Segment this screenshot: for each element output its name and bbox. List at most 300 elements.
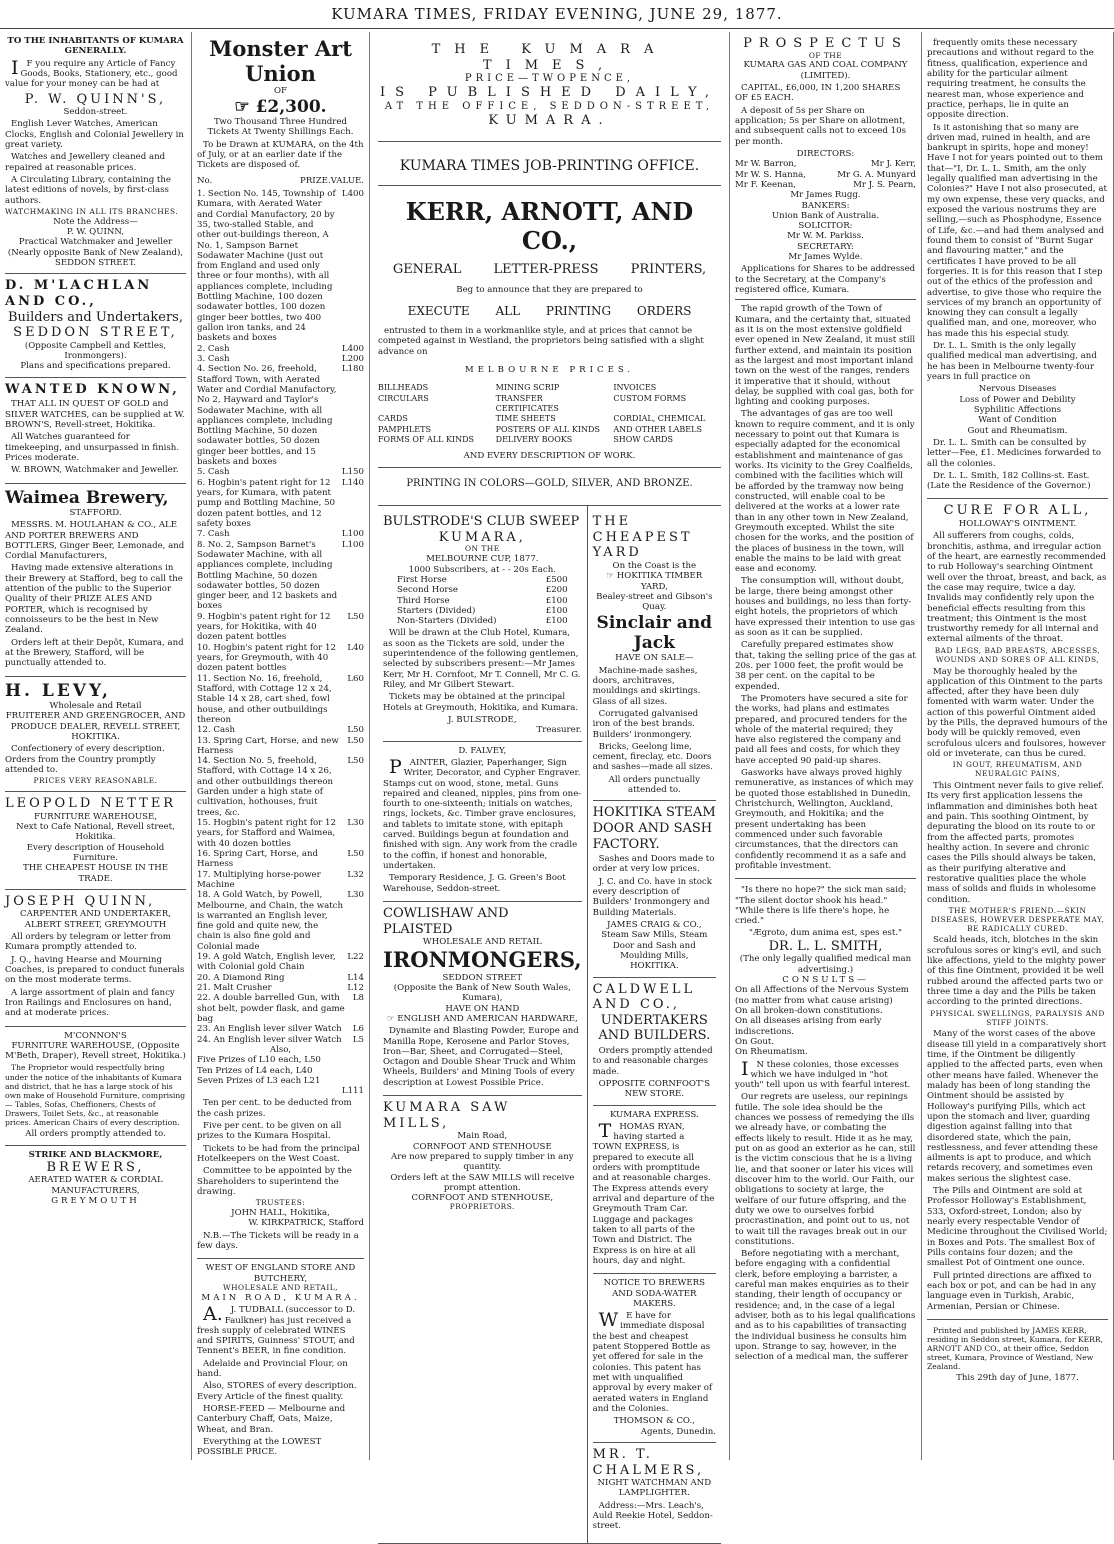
ad-text: Orders left at their Depôt, Kumara, and at the Brewery, Stafford, will be punctually attended to. (5, 637, 184, 669)
sweep-prize-label: First Horse (397, 574, 447, 585)
ad-heading: LEOPOLD NETTER (5, 796, 177, 812)
ad-text: THOMAS RYAN, having started a TOWN EXPRESS, is prepared to execute all orders with promptitude and at reasonable charges. The Express attends every arrival and departure of the Greymouth Tram Car. Luggage and packages taken to all parts of the Town and District. The Express is on hire at all hours, day and night. (592, 1119, 715, 1266)
prize-row (197, 736, 364, 757)
ad-signature: W. BROWN, Watchmaker and Jeweller. (11, 465, 179, 476)
ad-text: Committee to be appointed by the Shareholders to superintend the drawing. (197, 1166, 352, 1197)
prize-value: L100 (341, 529, 364, 540)
ad-subheading: PHYSICAL SWELLINGS, PARALYSIS AND STIFF JOINTS. (930, 1008, 1105, 1027)
disease-item: Nervous Diseases (978, 384, 1057, 395)
prize-total: L111 (341, 1086, 364, 1097)
prize-description: 6. Hogbin's patent right for 12 years, for Kumara, with patent pump and Bottling Machine, 50 dozen patent bottles, and 12 safety boxes (197, 477, 336, 529)
ad-text: Also, (269, 1044, 292, 1055)
prize-description: 16. Spring Cart, Horse, and Harness (197, 848, 319, 870)
ad-text: CAPITAL, £6,000, IN 1,200 SHARES OF £5 EACH. (735, 83, 901, 104)
ad-subheading (383, 1014, 582, 1024)
prize-value: L30 (347, 818, 364, 829)
column-5 (922, 32, 1114, 1460)
ad-heading: M'CONNON'S (64, 1030, 127, 1041)
pointing-hand-icon: ☞ (606, 571, 617, 582)
prize-value: L12 (347, 983, 364, 994)
prize-description: 11. Section No. 16, freehold, Stafford, with Cottage 12 x 24, Stable 14 x 28, cart shed, fowl house, and other outbuildings thereon (197, 673, 332, 725)
ad-text: Before negotiating with a merchant, before engaging with a confidential clerk, before employing a barrister, a careful man makes enquiries as to their standing, their length of occupancy or residence; and, in the case of a legal adviser, both as to his legal qualifications and as to his capabilities of transacting the individual business he consults him upon. Strange to say, however, in the selection of a medical man, the sufferer (735, 1249, 916, 1363)
ad-text: All sufferers from coughs, colds, bronchitis, asthma, and irregular action of the heart, are earnestly recommended to rub Holloway's searching Ointment well over the throat, breast, and back, as the case may require, twice a day. Invalids may confidently rely upon the beneficial effects resulting from this treatment; this Ointment is the most trustworthy remedy for all internal and external ailments of the throat. (927, 531, 1107, 645)
consult-item: On Gout. (735, 1036, 775, 1047)
ad-heading: H. LEVY, (5, 680, 111, 701)
ad-firm: JAMES CRAIG & CO., (607, 920, 702, 931)
ad-text: The advantages of gas are too well known to require comment, and it is only necessary to point out that Kumara is especially adapted for the economical establishment and maintenance of gas works. Its vicinity to the Grey Coalfields, combined with the facilities which will be afforded by the tramway now being constructed, will enable coal to be delivered at the works at a lower rate than in any other town in New Zealand, Greymouth excepted. Whilst the site chosen for the works, and the position of the places of business in the town, will enable the mains to be laid with great ease and economy. (735, 409, 915, 575)
ad-text: The Proprietor would respectfully bring under the notice of the inhabitants of Kumara and district, that he has a large stock of his own make of Household Furniture, comprising — Tables, Sofas, Cheffioners, Chests of Drawers, Toilet Sets, &c., at reasonable prices. American Chairs of every description. (5, 1063, 186, 1128)
ad-kumara-express (593, 1106, 716, 1275)
sweep-prize-label: Starters (Divided) (397, 605, 476, 616)
ad-text: DIRECTORS: (796, 148, 855, 159)
prize-description: 17. Multiplying horse-power Machine (197, 869, 321, 890)
ad-strike-blackmore (5, 1146, 186, 1212)
prize-description: 19. A gold Watch, English lever, with Colonial gold Chain (197, 952, 336, 973)
directors-row (735, 159, 916, 169)
prize-header (197, 173, 364, 189)
ad-firm: IRONMONGERS, (383, 947, 582, 973)
ad-text: MELBOURNE PRICES. (464, 365, 635, 375)
job-types-grid (378, 383, 721, 445)
ad-text: "Is there no hope?" the sick man said; "The silent doctor shook his head." "While there is life there's hope, he cried." (735, 885, 907, 927)
prize-row (197, 674, 364, 726)
prize-row (197, 993, 364, 1024)
ad-text: N.B.—The Tickets will be ready in a few days. (197, 1230, 359, 1252)
ad-text: W. KIRKPATRICK, Stafford (248, 1218, 364, 1229)
ad-text: Every description of Household Furniture. (26, 842, 165, 863)
ad-holloway (927, 499, 1108, 1319)
ad-text: Gasworks have always proved highly remunerative, as instances of which may be quoted those established in Dunedin, Christchurch, Wellington, Auckland, Greymouth, and Hokitika; and the present undertaking has been commenced under such favorable circumstances, that the directors can confidently recommend it as a safe and profitable investment. (735, 768, 914, 871)
ad-dr-smith-continued (927, 32, 1108, 499)
job-type: TIME SHEETS (495, 414, 556, 424)
ad-heading: HOKITIKA STEAM DOOR AND SASH FACTORY. (592, 805, 716, 852)
prize-value: L32 (347, 869, 364, 880)
job-type: DELIVERY BOOKS (495, 435, 573, 445)
director: Mr J. S. Pearn, (853, 179, 916, 190)
ad-text: OF THE (808, 50, 843, 60)
prize-description: 1. Section No. 145, Township of Kumara, with Aerated Water and Cordial Manufactory, 20 by 35, two-stalled Stable, and other out-buildings thereon, A No. 1, Sampson Barnet Sodawater Machine (just out from England and used only three or four months), with all appliances complete, including Bottling Machine, 100 dozen sodawater bottles, 100 dozen ginger beer bottles, two 400 gallon iron tanks, and 24 baskets and boxes (197, 188, 336, 344)
ad-text: GREYMOUTH (51, 1196, 140, 1207)
ad-subheading: FURNITURE WAREHOUSE, (Opposite M'Beth, Draper), Revell street, Hokitika.) (5, 1040, 186, 1062)
sweep-prize-label: Second Horse (397, 585, 458, 596)
prize-description: 22. A double barrelled Gun, with shot belt, powder flask, and game bag (197, 993, 345, 1024)
ad-text: EXECUTE ALL PRINTING ORDERS (407, 303, 692, 318)
ad-text: Orders promptly attended to and reasonable charges made. (592, 1045, 713, 1077)
director: Mr James Rugg. (790, 190, 861, 201)
prize-row (197, 467, 364, 477)
ad-text: Orders left at the SAW MILLS will receive prompt attention. (390, 1172, 575, 1193)
prize-row (197, 952, 364, 973)
ad-text: IF you require any Article of Fancy Goods, Books, Stationery, etc., good value for your money can be had at (5, 56, 178, 90)
job-type: CARDS (378, 414, 408, 424)
ad-text: May be thoroughly healed by the application of this Ointment to the parts affected, after they have been duly fomented with warm water. Under the action of this powerful Ointment aided by the Pills, the depraved humours of the body will be quickly removed, even scrofulous ulcers and foulsores, however old or inveterate, can thus be cured. (927, 666, 1108, 760)
prize-list (197, 189, 364, 1045)
ad-heading: THE CHEAPEST YARD (592, 514, 693, 561)
ad-amount-value: £2,300. (255, 96, 327, 117)
prize-description: 5. Cash (197, 467, 230, 478)
pointing-hand-icon: ☞ (234, 96, 256, 117)
ad-waimea (5, 484, 186, 677)
ad-text (593, 571, 716, 592)
ad-heading: Monster Art Union (209, 36, 352, 87)
divider (378, 467, 721, 468)
ad-heading: D. M'LACHLAN AND CO., (5, 278, 153, 309)
prize-value: L60 (347, 673, 364, 684)
prize-row (197, 540, 364, 612)
ad-text: Beg to announce that they are prepared to (456, 285, 643, 296)
ad-subheading: HOLLOWAY'S OINTMENT. (958, 519, 1077, 530)
ad-text: Ten Prizes of L4 each, L40 (197, 1065, 313, 1076)
ad-subheading: FURNITURE WAREHOUSE, (33, 811, 158, 822)
ad-text: BANKERS: (801, 200, 850, 211)
prize-value: L40 (347, 642, 364, 653)
ad-subheading: CARPENTER AND UNDERTAKER, ALBERT STREET, GREYMOUTH (20, 909, 171, 930)
ad-text: Also, STORES of every description. Every Article of the finest quality. (197, 1381, 357, 1402)
ad-text: MAIN ROAD, KUMARA. (201, 1292, 360, 1303)
prize-value: L140 (341, 477, 364, 488)
prize-value: L400 (341, 188, 364, 199)
ad-sweep (383, 510, 582, 741)
sweep-prize-value: £100 (545, 605, 568, 616)
prize-description: 14. Section No. 5, freehold, Stafford, with Cottage 14 x 26, and other outbuildings thereon Garden under a high state of cultivation, hothouses, fruit trees, &c. (197, 756, 334, 818)
prize-header-value: VALUE. (330, 175, 364, 186)
prize-row (197, 354, 364, 364)
ad-signature: THOMSON & CO., (613, 1416, 695, 1427)
job-type: INVOICES (613, 383, 657, 393)
ad-text: "Ægroto, dum anima est, spes est." (749, 928, 902, 939)
job-type: SHOW CARDS (613, 435, 673, 445)
ad-text: CONSULTS— (782, 975, 869, 985)
job-type: MINING SCRIP (495, 383, 560, 393)
ad-text: Five per cent. to be given on all prizes to the Kumara Hospital. (197, 1121, 342, 1142)
prize-value: L14 (347, 972, 364, 983)
ad-text: All orders punctually attended to. (608, 774, 701, 796)
ad-text: PRICE—TWOPENCE, (464, 73, 635, 85)
ad-text: All Watches guaranteed for timekeeping, and unsurpassed in finish. Prices moderate. (5, 432, 180, 463)
ad-subheading: UNDERTAKERS AND BUILDERS. (598, 1012, 711, 1044)
masthead: KUMARA TIMES, FRIDAY EVENING, JUNE 29, 1877. (0, 0, 1114, 29)
prize-description: 7. Cash (197, 529, 230, 540)
ad-text: HAVE ON HAND (445, 1003, 520, 1014)
column-4 (730, 32, 922, 1460)
job-type: POSTERS OF ALL KINDS (495, 424, 600, 434)
ad-text: Bricks, Geelong lime, cement, fireclay, etc. Doors and sashes—made all sizes. (592, 741, 713, 773)
ad-falvey (383, 742, 582, 902)
ad-text: Tickets may be obtained at the principal Hotels at Greymouth, Hokitika, and Kumara. (383, 692, 579, 713)
job-type: CORDIAL, CHEMICAL (613, 414, 706, 424)
prize-row (197, 870, 364, 891)
ad-heading: TO THE INHABITANTS OF KUMARA GENERALLY. (7, 36, 184, 57)
ad-text: A deposit of 5s per Share on application; 5s per Share on allotment, and subsequent calls not to exceed 10s per month. (735, 105, 906, 147)
prize-value: L100 (341, 539, 364, 550)
prize-value: L5 (352, 1034, 364, 1045)
ad-text: Main Road, (457, 1131, 508, 1142)
ad-text: Dynamite and Blasting Powder, Europe and Manilla Rope, Kerosene and Parlor Stoves, Iron—Bar, Sheet, and Corrugated—Steel, Octagon and Double Shear Truck and Whim Wheels, Builders' and Mining Tools of every description at Lowest Possible Price. (383, 1026, 579, 1088)
ad-mcconnon (5, 1027, 186, 1146)
ad-subheading: (The only legally qualified medical man advertising.) (739, 954, 912, 975)
prize-row (197, 612, 364, 643)
ad-text: Two Thousand Three Hundred Tickets At Twenty Shillings Each. (207, 117, 354, 138)
prize-value: L8 (352, 993, 364, 1004)
divider (378, 185, 721, 186)
ad-text: frequently omits these necessary precautions and without regard to the fitness, qualification, experience and ability for the particular ailment requiring treatment, he consults the nearest man, whose experience and practice, perhaps, lie in quite an opposite direction. (927, 38, 1094, 121)
ad-text: Our regrets are useless, our repinings futile. The sole idea should be the chances we possess of remedying the ills we already have, or combating the effects likely to result. Hide it as he may, put on as good an exterior as he can, still is the victim conscious that he is a living lie, and that sooner or later his vices will discover him to the world. Our Faith, our obligations to society at large, the welfare of our future offspring, and the duty we owe to ourselves forbid procrastination, and point out to us, not to wait till the ravages break out in our constitutions. (735, 1092, 916, 1247)
ad-text: STAFFORD. (69, 507, 122, 518)
ad-text: Practical Watchmaker and Jeweller (Nearly opposite Bank of New Zealand), SEDDON STREET. (7, 237, 184, 269)
ad-netter (5, 792, 186, 890)
sweep-prize-row (397, 606, 568, 616)
ad-text: The Promoters have secured a site for the works, had plans and estimates prepared, and procured tenders for the whole of the material required; they have also registered the company and paid all fees and costs, for which they have accepted 90 paid-up shares. (735, 693, 908, 766)
column-3 (370, 32, 730, 1532)
directors-row (735, 170, 916, 180)
ad-text: (Opposite Campbell and Kettles, Ironmongers). (24, 340, 167, 362)
ad-text: WATCHMAKING IN ALL ITS BRANCHES. (5, 206, 179, 216)
ad-subheading: GENERAL LETTER-PRESS PRINTERS, (392, 261, 707, 277)
ad-text: AND EVERY DESCRIPTION OF WORK. (463, 450, 636, 461)
job-type: CIRCULARS (378, 393, 429, 403)
ad-prospectus (735, 32, 916, 879)
sweep-prize-row (397, 575, 568, 585)
ad-quinn (5, 32, 186, 274)
prize-row (197, 1024, 364, 1034)
ad-text: Having made extensive alterations in their Brewery at Stafford, beg to call the attention of the public to the Superior Quality of their PRIZE ALES AND PORTER, which is recognised by connoisseurs to be the best in New Zealand. (5, 563, 183, 636)
ad-text: The rapid growth of the Town of Kumara, and the certainty that, situated as it is on the most extensive goldfield ever opened in New Zealand, it must still further extend, and maintain its position as the largest and most important inland town on the west of the ranges, renders it imperative that it should, without delay, be supplied with coal gas, both for lighting and cooking purposes. (735, 304, 916, 408)
ad-firm: KERR, ARNOTT, AND CO., (405, 197, 694, 255)
ad-notice-brewers (593, 1274, 716, 1443)
ad-text: KUMARA. (488, 112, 611, 128)
ad-subheading: BREWERS, (46, 1159, 145, 1175)
ad-heading: D. FALVEY, (458, 745, 507, 756)
ad-paper-notice (378, 32, 721, 142)
ad-dr-smith (735, 879, 916, 1369)
ad-text: Wholesale and Retail (49, 700, 142, 711)
prize-description: 18. A Gold Watch, by Powell, Melbourne, and Chain, the watch is warranted an English lever, fine gold and quite new, the chain is also fine gold and Colonial made (197, 890, 343, 952)
director: Mr W. Barron, (735, 159, 797, 170)
ad-heading: NOTICE TO BREWERS AND SODA-WATER MAKERS. (603, 1278, 705, 1309)
prize-value: L400 (341, 343, 364, 354)
ad-text: To be Drawn at KUMARA, on the 4th of July, or at an earlier date if the Tickets are disposed of. (197, 139, 364, 171)
prize-value: L180 (341, 364, 364, 375)
ad-text: All orders by telegram or letter from Kumara promptly attended to. (5, 932, 171, 953)
prize-row (197, 849, 364, 870)
prize-value: L30 (347, 890, 364, 901)
ad-text: All orders promptly attended to. (25, 1129, 166, 1140)
ad-heading: STRIKE AND BLACKMORE, (28, 1149, 163, 1160)
prize-row (197, 890, 364, 952)
prize-row (197, 756, 364, 818)
ad-heading: PROSPECTUS (743, 36, 908, 51)
sweep-prize-row (397, 616, 568, 626)
prize-row (197, 983, 364, 993)
ad-text: OF (273, 86, 287, 97)
ad-text-name: HOKITIKA TIMBER YARD, (616, 571, 703, 592)
ad-text: Scald heads, itch, blotches in the skin scrofulous sores or king's evil, and such like affections, yield to the mighty power of this fine Ointment, provided it be well rubbed around the affected parts two or three time a day and the Pills be taken according to the printed directions. (927, 935, 1106, 1008)
ad-text: The consumption will, without doubt, be large, there being amongst other houses and buildings, no less than forty-eight hotels, the proprietors of which have expressed their intention to use gas as soon as it can be supplied. (735, 576, 915, 639)
disease-item: Gout and Rheumatism. (967, 425, 1068, 436)
ad-text: Tickets to be had from the principal Hotelkeepers on the West Coast. (197, 1143, 360, 1165)
prize-description: 24. An English lever silver Watch (197, 1034, 342, 1045)
ad-heading: MR. T. CHALMERS, (592, 1446, 705, 1478)
ad-text: SEDDON STREET, (13, 325, 178, 341)
ad-text: J. C. and Co. have in stock every description of Builders' Ironmongery and Building Materials. (592, 876, 712, 918)
ad-text: Union Bank of Australia. (771, 210, 880, 221)
ad-west-of-england (197, 1259, 364, 1464)
ad-subheading: WHOLESALE AND RETAIL (422, 937, 542, 948)
prize-value: L6 (352, 1024, 364, 1035)
ad-heading: CALDWELL AND CO., (592, 981, 696, 1013)
ad-text: TRUSTEES: (255, 1198, 306, 1208)
ad-text: Agents, Dunedin. (640, 1426, 716, 1437)
prize-description: 12. Cash (197, 725, 236, 736)
ad-text: Are now prepared to supply timber in any quantity. (391, 1151, 574, 1173)
prize-row (197, 478, 364, 530)
ad-text: SOLICITOR: (798, 221, 853, 232)
ad-text: SECRETARY: (797, 241, 854, 252)
ad-text: Bealey-street and Gibson's Quay. (596, 591, 713, 613)
prize-value: L50 (347, 756, 364, 767)
ad-subheading-text: ENGLISH AND AMERICAN HARDWARE, (397, 1013, 578, 1024)
ad-text: SEDDON STREET (442, 972, 523, 983)
lower-ads-left (378, 506, 588, 1542)
prize-description: 2. Cash (197, 343, 230, 354)
ad-signature: J. BULSTRODE, (448, 714, 517, 725)
prize-row (197, 818, 364, 849)
ad-text: Dr. L. L. Smith is the only legally qualified medical man advertising, and he has been in Melbourne twenty-four years in full practice on (927, 341, 1097, 382)
sweep-prize-list (383, 575, 582, 627)
ad-text: HAVE ON SALE— (615, 653, 694, 664)
ad-text: PROPRIETORS. (449, 1202, 515, 1212)
job-type: PAMPHLETS (378, 424, 431, 434)
ad-caldwell (593, 978, 716, 1106)
consult-item: On all Affections of the Nervous System (no matter from what cause arising) (735, 985, 909, 1006)
ad-text: entrusted to them in a workmanlike style, and at prices that cannot be competed against in Westland, the proprietors being satisfied with a slight advance on (378, 326, 704, 357)
ad-heading: COWLISHAW AND PLAISTED (383, 905, 509, 937)
ad-text: Ten per cent. to be deducted from the cash prizes. (197, 1098, 352, 1119)
ad-text: KUMARA, (438, 529, 526, 545)
prize-value: L22 (347, 952, 364, 963)
ad-mclachlan (5, 274, 186, 377)
ad-text: Is it astonishing that so many are driven mad, ruined in health, and are bankrupt in spirits, hope and money! Have I not for years pointed out to them that—"I, Dr. L. L. Smith, am the only legally qualified man advertising in the Colonies?" Have I not also prosecuted, at my own expense, these very quacks, and exposed the various nostrums they are selling,—such as Phosphodyne, Essence of Life, &c.—and had them analysed and found them to consist of "Burnt Sugar and flavouring matter," and the certificates I have proved to be all forgeries. It is for this reason that I step out of the ethics of the profession and advertise, to give those who require the services of my branch an opportunity of knowing they can consult a legally qualified man, and one, moreover, who has made this his especial study. (927, 122, 1107, 339)
directors-row (735, 180, 916, 190)
ad-signature: P. W. QUINN, (66, 227, 125, 238)
ad-subheading: BAD LEGS, BAD BREASTS, ABCESSES, WOUNDS AND SORES OF ALL KINDS, (934, 645, 1101, 664)
ad-text: Plans and specifications prepared. (20, 361, 171, 372)
ad-text: HORSE-FEED — Melbourne and Canterbury Chaff, Oats, Maize, Wheat, and Bran. (197, 1404, 346, 1435)
ad-text: JOHN HALL, Hokitika, (231, 1208, 330, 1219)
imprint (927, 1320, 1108, 1389)
prize-description: 8. No. 2, Sampson Barnet's Sodawater Machine, with all appliances complete, including Bottling Machine, 50 dozen sodawater bottles, 50 dozen ginger beer, and 12 baskets and boxes (197, 539, 338, 612)
ad-heading: BULSTRODE'S CLUB SWEEP (383, 514, 580, 530)
ad-text: Sashes and Doors made to order at very low prices. (592, 854, 715, 875)
prize-header-prize: PRIZE. (300, 175, 331, 186)
ad-text: AT THE OFFICE, SEDDON-STREET, (384, 100, 715, 112)
ad-art-union (197, 32, 364, 1259)
ad-text: Carefully prepared estimates show that, taking the selling price of the gas at 20s. per 1000 feet, the profit would be 38 per cent. on the capital to be expended. (735, 640, 916, 692)
prize-description: 3. Cash (197, 353, 230, 364)
ad-heading: JOSEPH QUINN, (5, 893, 156, 909)
ad-subheading: NIGHT WATCHMAN AND LAMPLIGHTER. (597, 1478, 712, 1499)
prize-row (197, 364, 364, 467)
consult-item: On all broken-down constitutions. (735, 1005, 883, 1016)
sweep-prize-value: £100 (545, 595, 568, 606)
ad-text: OPPOSITE CORNFOOT'S NEW STORE. (598, 1078, 710, 1100)
ad-text: Many of the worst cases of the above disease till yield in a comparatively short time, if the Ointment be diligently applied to the affected parts, even when other means have failed. Whenever the malady has been of long standing the Ointment should be assisted by Holloway's purifying Pills, which act upon the stomach and liver, guarding digestion against falling into that disordered state, which the pain, restlessness, and fever attending these ailments is apt to produce, and which retards recovery, and sometimes even makes serious the slightest case. (927, 1029, 1107, 1184)
ad-text: Everything at the LOWEST POSSIBLE PRICE. (197, 1436, 322, 1458)
prize-row (197, 973, 364, 983)
prize-row (197, 189, 364, 344)
ad-text: Next to Cafe National, Revell street, Hokitika. (16, 821, 175, 843)
prize-header-no: No. (197, 175, 213, 186)
job-type: FORMS OF ALL KINDS (378, 435, 474, 445)
ad-text: Address:—Mrs. Leach's, Auld Reekie Hotel, Seddon-street. (592, 1500, 713, 1532)
ad-heading: KUMARA TIMES JOB-PRINTING OFFICE. (399, 158, 700, 175)
ad-firm: Sinclair and Jack (596, 612, 713, 653)
sweep-prize-label: Third Horse (397, 595, 450, 606)
sweep-prize-value: £500 (545, 574, 568, 585)
prize-row (197, 1035, 364, 1045)
job-type: TRANSFER CERTIFICATES (495, 393, 559, 413)
ad-cowlishaw (383, 902, 582, 1096)
lower-ads-right (588, 506, 721, 1542)
prize-row (197, 643, 364, 674)
ad-text: 1000 Subscribers, at - - 20s Each. (408, 564, 556, 575)
ad-subheading: Builders and Undertakers, (8, 309, 183, 325)
pointing-hand-icon: ☞ (386, 1013, 398, 1024)
director: Mr W. S. Hanna, (735, 169, 807, 180)
sweep-prize-row (397, 596, 568, 606)
ad-text: CORNFOOT AND STENHOUSE (412, 1141, 552, 1152)
prize-value: L200 (341, 353, 364, 364)
ad-text: Full printed directions are affixed to each box or pot, and can be had in any language even in Turkish, Arabic, Armenian, Persian or Chinese. (927, 1270, 1096, 1312)
job-type: AND OTHER LABELS (613, 424, 702, 434)
ad-text: The Pills and Ointment are sold at Professor Holloway's Establishment, 533, Oxford-street, London; also by nearly every respectable Vendor of Medicine throughout the Civilised World; in Boxes and Pots. The smallest Box of Pills contains four dozen; and the smallest Pot of Ointment one ounce. (927, 1186, 1108, 1269)
ad-text: This Ointment never fails to give relief. Its very first application lessens the inflammation and diminishes both heat and pain. This soothing Ointment, by depurating the blood on its route to or from the affected parts, promotes healthy action. In severe and chronic cases the Pills should always be taken, as their purifying alterative and restorative qualities place the whole mass of solids and fluids in wholesome condition. (927, 781, 1104, 905)
ad-text: Mr W. M. Parkiss. (787, 231, 864, 242)
imprint-text: Printed and published by JAMES KERR, residing in Seddon street, Kumara, for KERR, ARNOTT AND CO., at their office, Seddon street, Kumara, Province of Westland, New Zealand. (927, 1325, 1103, 1372)
ad-saw-mills (383, 1096, 582, 1217)
prize-description: 13. Spring Cart, Horse, and new Harness (197, 735, 339, 756)
prize-description: 15. Hogbin's patent right for 12 years, for Stafford and Waimea, with 40 dozen bottles (197, 818, 336, 849)
ad-text: IN these colonies, those excesses which we have indulged in "hot youth" tell upon us with fearful interest. (735, 1057, 911, 1091)
ad-text: THAT ALL IN QUEST OF GOLD and SILVER WATCHES, can be supplied at W. BROWN'S, Revell-street, Hokitika. (5, 399, 185, 430)
prize-description: 20. A Diamond Ring (197, 972, 285, 983)
ad-text: IS PUBLISHED DAILY, (379, 85, 720, 101)
prize-value: L50 (347, 725, 364, 736)
job-type: BILLHEADS (378, 383, 429, 393)
column-2 (192, 32, 370, 1460)
ad-heading: DR. L. L. SMITH, (768, 938, 883, 954)
ad-text: Will be drawn at the Club Hotel, Kumara, as soon as the Tickets are sold, under the superintendence of the following gentlemen, selected by subscribers present:—Mr James Kerr, Mr H. Cornfoot, Mr T. Connell, Mr C. G. Riley, and Mr Gilbert Stewart. (383, 628, 581, 690)
ad-text: Temporary Residence, J. G. Green's Boot Warehouse, Seddon-street. (383, 873, 566, 894)
ad-signature: CORNFOOT AND STENHOUSE, (411, 1193, 554, 1204)
ad-heading: Waimea Brewery, (5, 487, 169, 508)
ad-text: Seddon-street. (63, 107, 128, 118)
sweep-prize-value: £200 (545, 585, 568, 596)
ad-text: PRINTING IN COLORS—GOLD, SILVER, AND BRONZE. (406, 478, 693, 490)
ad-wanted (5, 378, 186, 484)
ad-text: PRICES VERY REASONABLE. (33, 776, 158, 786)
ad-text: (Opposite the Bank of New South Wales, Kumara), (393, 982, 571, 1004)
director: Mr G. A. Munyard (837, 169, 916, 180)
disease-item: Syphilitic Affections (973, 404, 1062, 415)
ad-levy (5, 677, 186, 792)
ad-text: Watches and Jewellery cleaned and repaired at reasonable prices. (5, 152, 166, 173)
prize-value: L150 (341, 467, 364, 478)
ad-text: AERATED WATER & CORDIAL MANUFACTURERS, (28, 1175, 163, 1196)
ad-text: Corrugated galvanised iron of the best brands. Builders' ironmongery. (592, 708, 699, 740)
ad-chalmers (593, 1443, 716, 1539)
ad-text: MESSRS. M. HOULAHAN & CO., ALE AND PORTER BREWERS AND BOTTLERS, Ginger Beer, Lemonade, and Cordial Manufacturers, (5, 520, 185, 562)
